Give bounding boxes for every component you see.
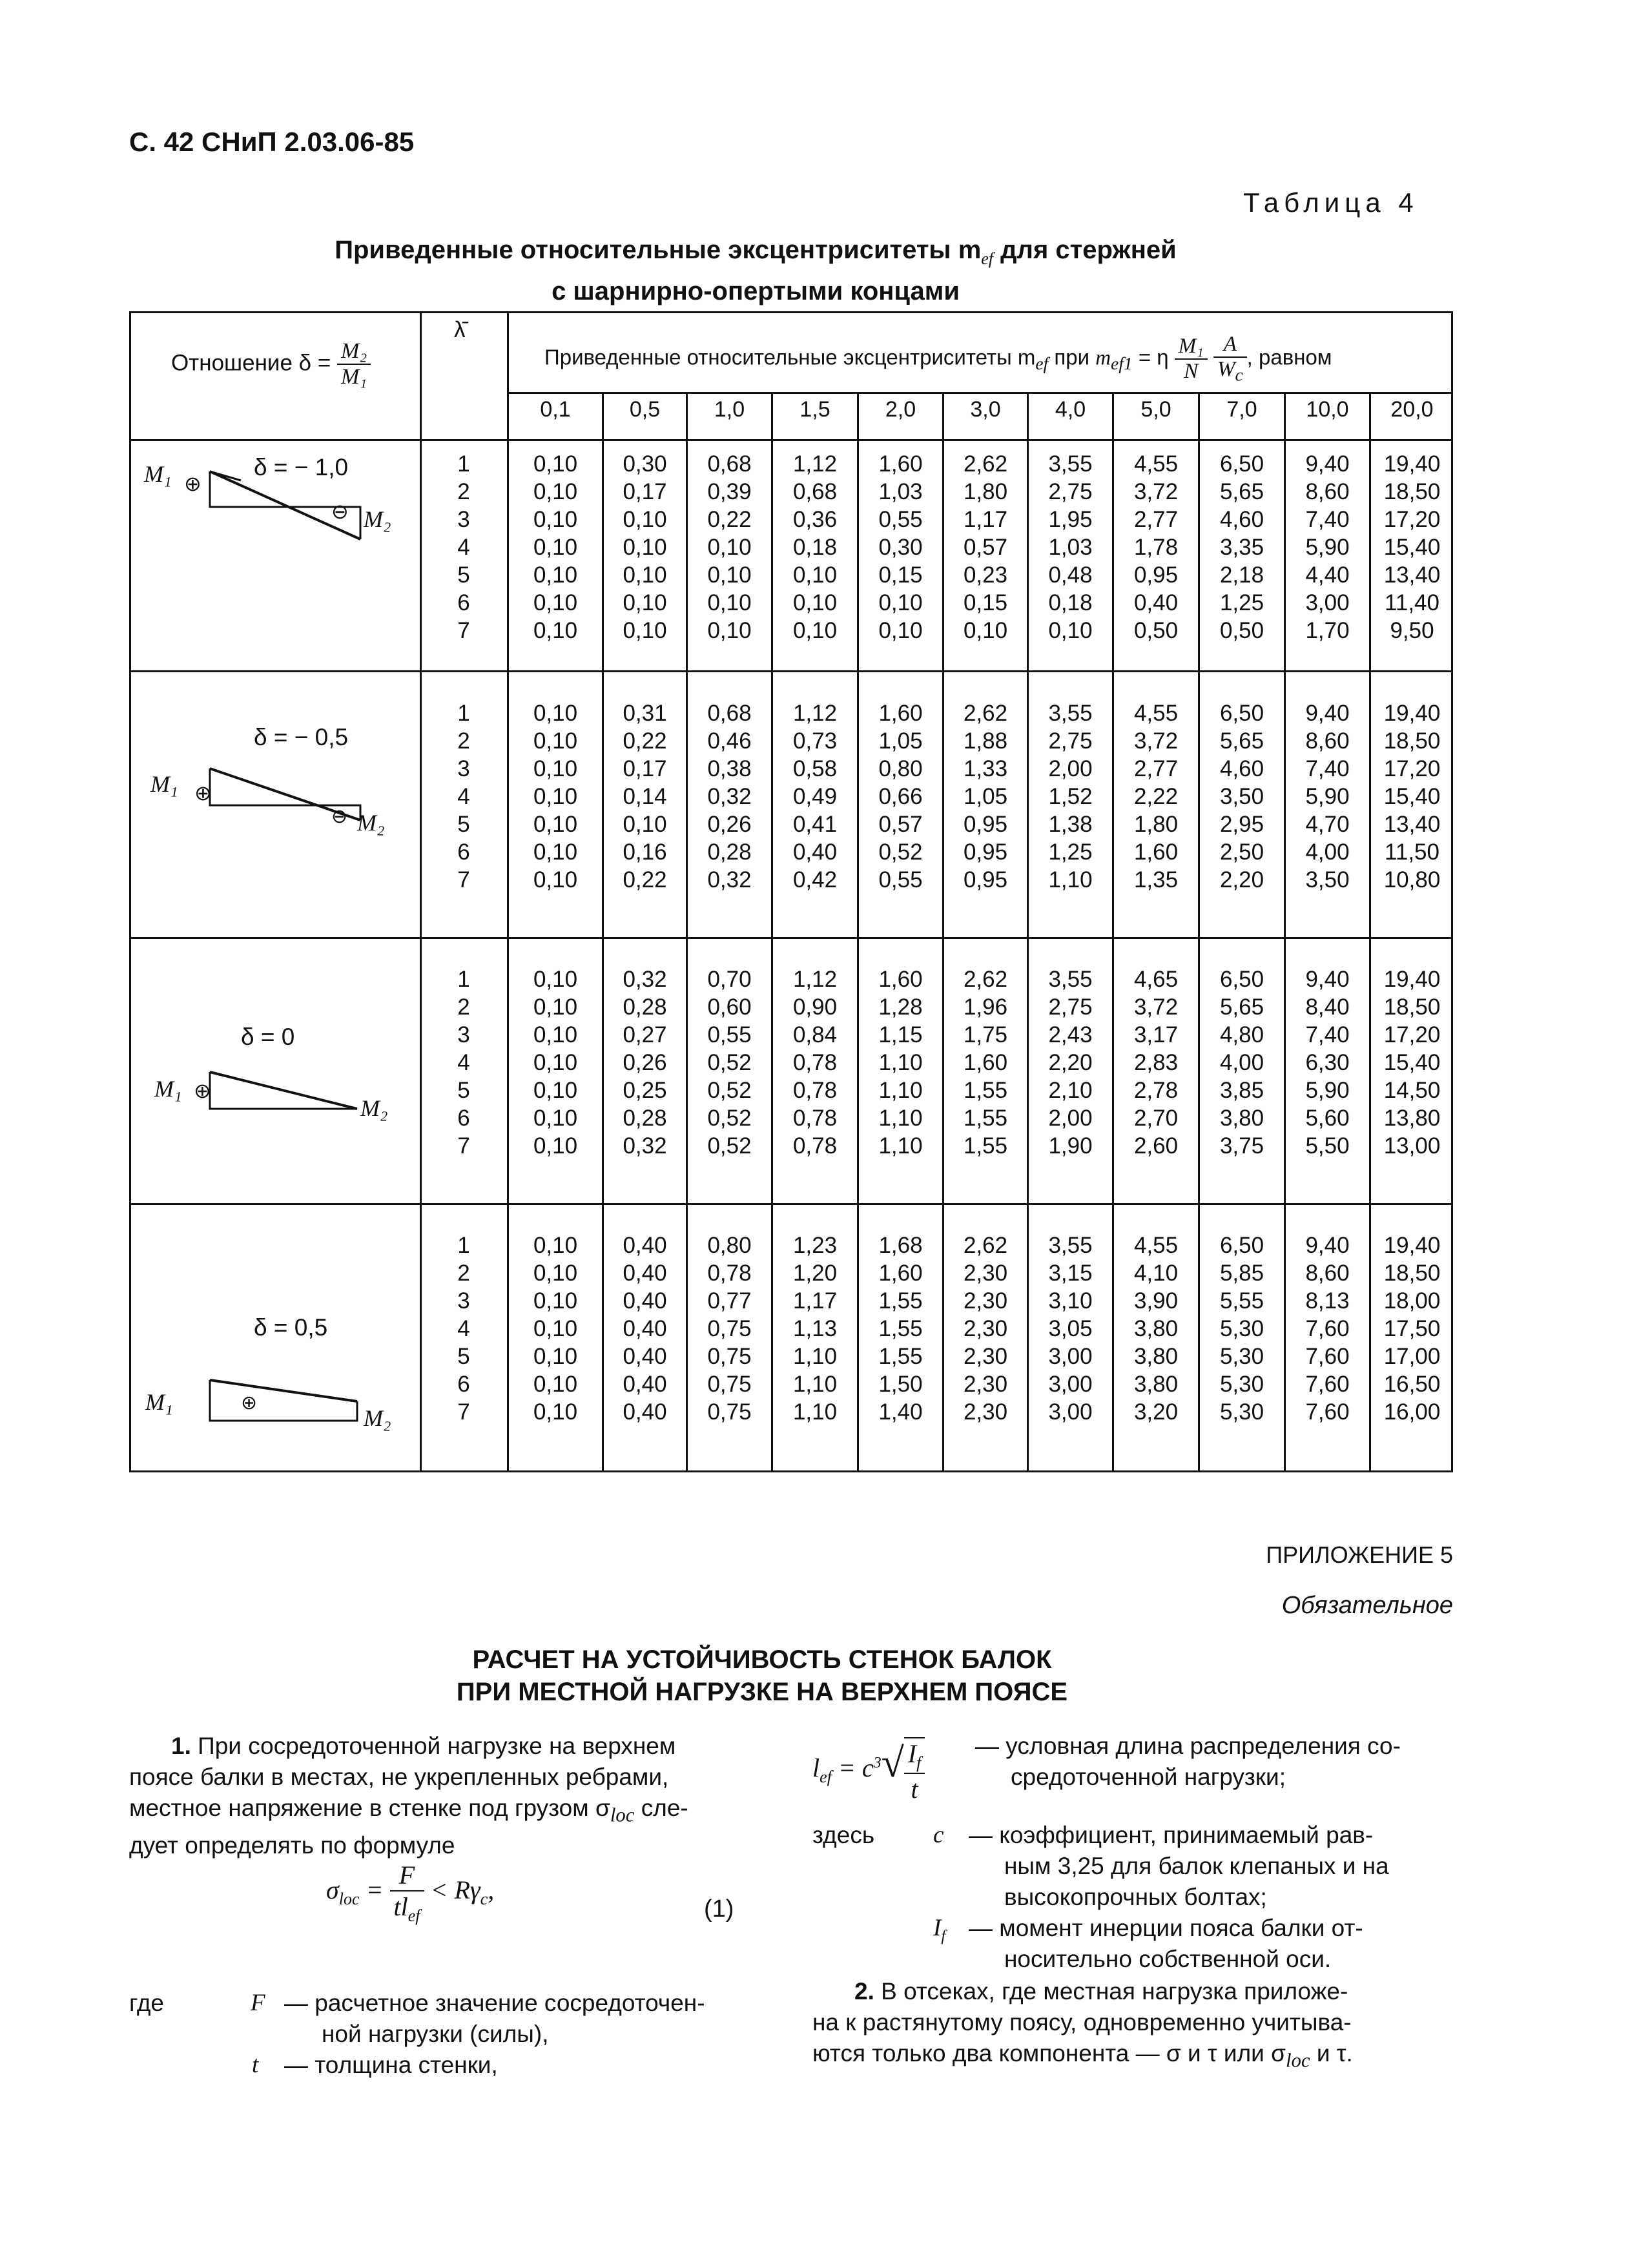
m2-label: M₂ bbox=[364, 1405, 391, 1431]
appendix-label: ПРИЛОЖЕНИЕ 5 bbox=[1266, 1541, 1453, 1568]
plus-icon: ⊕ bbox=[194, 781, 212, 805]
m2-label: M₂ bbox=[357, 810, 385, 836]
value-column: 19,40 18,50 18,00 17,50 17,00 16,50 16,00 bbox=[1383, 1233, 1441, 1425]
value-column: 0,10 0,10 0,10 0,10 0,10 0,10 0,10 bbox=[533, 1233, 578, 1425]
value-column: 3,55 3,15 3,10 3,05 3,00 3,00 3,00 bbox=[1048, 1233, 1093, 1425]
value-column: 6,50 5,85 5,55 5,30 5,30 5,30 5,30 bbox=[1219, 1233, 1264, 1425]
col-head: 1,0 bbox=[714, 397, 745, 422]
def-F-text: — расчетное значение сосредоточен- ной нагрузки (силы), bbox=[284, 1990, 705, 2047]
def-c-text: — коэффициент, принимаемый рав- ным 3,25 для балок клепаных и на высокопрочных болтах; bbox=[969, 1822, 1389, 1910]
value-column: 0,31 0,22 0,17 0,14 0,10 0,16 0,22 bbox=[623, 701, 667, 892]
plus-icon: ⊕ bbox=[184, 472, 201, 495]
formula-lef: $l_{ef} = c^3√$ $\frac{I_f}{t}$ bbox=[812, 1737, 925, 1804]
value-column: 0,68 0,39 0,22 0,10 0,10 0,10 0,10 bbox=[707, 451, 752, 643]
value-column: 0,10 0,10 0,10 0,10 0,10 0,10 0,10 bbox=[533, 701, 578, 892]
col-head: 3,0 bbox=[970, 397, 1001, 422]
delta-label: δ = 0,5 bbox=[254, 1314, 328, 1341]
value-column: 1,12 0,68 0,36 0,18 0,10 0,10 0,10 bbox=[792, 451, 838, 643]
value-column: 1,60 1,28 1,15 1,10 1,10 1,10 1,10 bbox=[878, 967, 923, 1159]
value-column: 1,68 1,60 1,55 1,55 1,55 1,50 1,40 bbox=[878, 1233, 923, 1425]
def-c-symbol: c bbox=[933, 1822, 944, 1848]
lambda-values: 1 2 3 4 5 6 7 bbox=[457, 701, 470, 892]
m1-label: M₁ bbox=[144, 461, 172, 487]
here-label: здесь bbox=[812, 1822, 875, 1848]
appendix-status: Обязательное bbox=[1281, 1592, 1453, 1619]
lambda-values: 1 2 3 4 5 6 7 bbox=[457, 1233, 470, 1425]
col-head: 5,0 bbox=[1140, 397, 1171, 422]
minus-icon: ⊖ bbox=[331, 806, 348, 827]
value-column: 19,40 18,50 17,20 15,40 13,40 11,40 9,50 bbox=[1383, 451, 1441, 643]
m2-label: M₂ bbox=[364, 506, 391, 532]
value-column: 9,40 8,40 7,40 6,30 5,90 5,60 5,50 bbox=[1305, 967, 1350, 1159]
ratio-header: Отношение δ = $\frac{\text{M₂}}{\text{M₁}}$ bbox=[171, 339, 371, 389]
value-column: 0,40 0,40 0,40 0,40 0,40 0,40 0,40 bbox=[623, 1233, 667, 1425]
group-header: Приведенные относительные эксцентриситеты $m_{ef}$ при $m_{ef1} = \eta$ $\frac{\text{M₁}}{N}$ $\frac{A}{W_c}$ , равном bbox=[544, 333, 1332, 385]
lambda-header: λ̄ bbox=[454, 317, 466, 342]
value-column: 2,62 1,88 1,33 1,05 0,95 0,95 0,95 bbox=[963, 701, 1008, 892]
table-number: Таблица 4 bbox=[1243, 187, 1419, 218]
value-column: 2,62 1,96 1,75 1,60 1,55 1,55 1,55 bbox=[963, 967, 1008, 1159]
table-title: Приведенные относительные эксцентриситеты $m_{ef}$ для стержней с шарнирно-опертыми концами bbox=[335, 236, 1177, 305]
value-column: 1,23 1,20 1,17 1,13 1,10 1,10 1,10 bbox=[792, 1233, 838, 1425]
value-column: 3,55 2,75 2,00 1,52 1,38 1,25 1,10 bbox=[1048, 701, 1093, 892]
delta-label: δ = 0 bbox=[241, 1024, 295, 1050]
delta-label: δ = − 0,5 bbox=[254, 724, 349, 750]
plus-icon: ⊕ bbox=[241, 1392, 258, 1414]
value-column: 19,40 18,50 17,20 15,40 14,50 13,80 13,00 bbox=[1383, 967, 1441, 1159]
value-column: 3,55 2,75 2,43 2,20 2,10 2,00 1,90 bbox=[1048, 967, 1093, 1159]
where-label: где bbox=[129, 1990, 165, 2016]
formula-1: $\sigma_{loc}$ = $\frac{F}{tl_{ef}}$ < $R\gamma_c$, bbox=[326, 1861, 495, 1925]
value-column: 6,50 5,65 4,60 3,35 2,18 1,25 0,50 bbox=[1219, 451, 1264, 643]
value-column: 0,32 0,28 0,27 0,26 0,25 0,28 0,32 bbox=[623, 967, 667, 1159]
value-column: 4,55 4,10 3,90 3,80 3,80 3,80 3,20 bbox=[1133, 1233, 1179, 1425]
col-head: 0,5 bbox=[629, 397, 661, 422]
value-column: 4,55 3,72 2,77 2,22 1,80 1,60 1,35 bbox=[1133, 701, 1179, 892]
value-column: 0,80 0,78 0,77 0,75 0,75 0,75 0,75 bbox=[707, 1233, 752, 1425]
value-column: 9,40 8,60 8,13 7,60 7,60 7,60 7,60 bbox=[1305, 1233, 1350, 1425]
def-t-text: — толщина стенки, bbox=[284, 2052, 498, 2078]
col-head: 4,0 bbox=[1055, 397, 1086, 422]
col-head: 1,5 bbox=[799, 397, 830, 422]
col-head: 20,0 bbox=[1390, 397, 1434, 422]
def-lef-text: — условная длина распределения со- средоточенной нагрузки; bbox=[975, 1733, 1401, 1790]
page-header: С. 42 СНиП 2.03.06-85 bbox=[129, 127, 415, 157]
lambda-values: 1 2 3 4 5 6 7 bbox=[457, 451, 470, 643]
value-column: 3,55 2,75 1,95 1,03 0,48 0,18 0,10 bbox=[1048, 451, 1093, 643]
value-column: 1,12 0,73 0,58 0,49 0,41 0,40 0,42 bbox=[792, 701, 838, 892]
value-column: 4,55 3,72 2,77 1,78 0,95 0,40 0,50 bbox=[1133, 451, 1179, 643]
col-head: 0,1 bbox=[540, 397, 571, 422]
value-column: 1,12 0,90 0,84 0,78 0,78 0,78 0,78 bbox=[792, 967, 838, 1159]
def-t-symbol: t bbox=[252, 2052, 259, 2078]
value-column: 0,68 0,46 0,38 0,32 0,26 0,28 0,32 bbox=[707, 701, 752, 892]
value-column: 1,60 1,05 0,80 0,66 0,57 0,52 0,55 bbox=[878, 701, 923, 892]
plus-icon: ⊕ bbox=[194, 1079, 211, 1102]
value-column: 6,50 5,65 4,80 4,00 3,85 3,80 3,75 bbox=[1219, 967, 1264, 1159]
value-column: 19,40 18,50 17,20 15,40 13,40 11,50 10,80 bbox=[1383, 701, 1441, 892]
col-head: 10,0 bbox=[1306, 397, 1349, 422]
minus-icon: ⊖ bbox=[331, 500, 349, 523]
value-column: 2,62 1,80 1,17 0,57 0,23 0,15 0,10 bbox=[963, 451, 1008, 643]
eccentricity-table bbox=[129, 311, 1453, 1472]
col-head: 7,0 bbox=[1226, 397, 1257, 422]
col-head: 2,0 bbox=[885, 397, 916, 422]
value-column: 0,10 0,10 0,10 0,10 0,10 0,10 0,10 bbox=[533, 451, 578, 643]
value-column: 0,10 0,10 0,10 0,10 0,10 0,10 0,10 bbox=[533, 967, 578, 1159]
value-column: 4,65 3,72 3,17 2,83 2,78 2,70 2,60 bbox=[1133, 967, 1179, 1159]
formula-number: (1) bbox=[704, 1895, 734, 1923]
value-column: 6,50 5,65 4,60 3,50 2,95 2,50 2,20 bbox=[1219, 701, 1264, 892]
lambda-values: 1 2 3 4 5 6 7 bbox=[457, 967, 470, 1159]
value-column: 9,40 8,60 7,40 5,90 4,70 4,00 3,50 bbox=[1305, 701, 1350, 892]
moment-diagram bbox=[163, 1372, 396, 1437]
m1-label: M₁ bbox=[145, 1389, 173, 1415]
value-column: 2,62 2,30 2,30 2,30 2,30 2,30 2,30 bbox=[963, 1233, 1008, 1425]
value-column: 0,70 0,60 0,55 0,52 0,52 0,52 0,52 bbox=[707, 967, 752, 1159]
def-If-symbol: $I_f$ bbox=[933, 1915, 945, 1945]
delta-label: δ = − 1,0 bbox=[254, 454, 349, 480]
m1-label: M₁ bbox=[154, 1076, 182, 1102]
value-column: 0,30 0,17 0,10 0,10 0,10 0,10 0,10 bbox=[623, 451, 667, 643]
value-column: 1,60 1,03 0,55 0,30 0,15 0,10 0,10 bbox=[878, 451, 923, 643]
value-column: 9,40 8,60 7,40 5,90 4,40 3,00 1,70 bbox=[1305, 451, 1350, 643]
m2-label: M₂ bbox=[360, 1095, 388, 1121]
def-F-symbol: F bbox=[251, 1990, 265, 2016]
paragraph-1: 1. При сосредоточенной нагрузке на верхнем поясе балки в местах, не укрепленных ребрами, местное напряжение в стенке под грузом $\sigma_{loc}$ сле- дует определять по формуле bbox=[129, 1733, 688, 1859]
m1-label: M₁ bbox=[150, 771, 178, 797]
def-If-text: — момент инерции пояса балки от- носительно собственной оси. bbox=[969, 1915, 1363, 1972]
paragraph-2: 2. В отсеках, где местная нагрузка приложе- на к растянутому поясу, одновременно учитыва- ются только два компонента — σ и τ или $\sigma_{loc}$ и τ. bbox=[812, 1978, 1353, 2072]
appendix-title: РАСЧЕТ НА УСТОЙЧИВОСТЬ СТЕНОК БАЛОК ПРИ МЕСТНОЙ НАГРУЗКЕ НА ВЕРХНЕМ ПОЯСЕ bbox=[456, 1645, 1068, 1706]
